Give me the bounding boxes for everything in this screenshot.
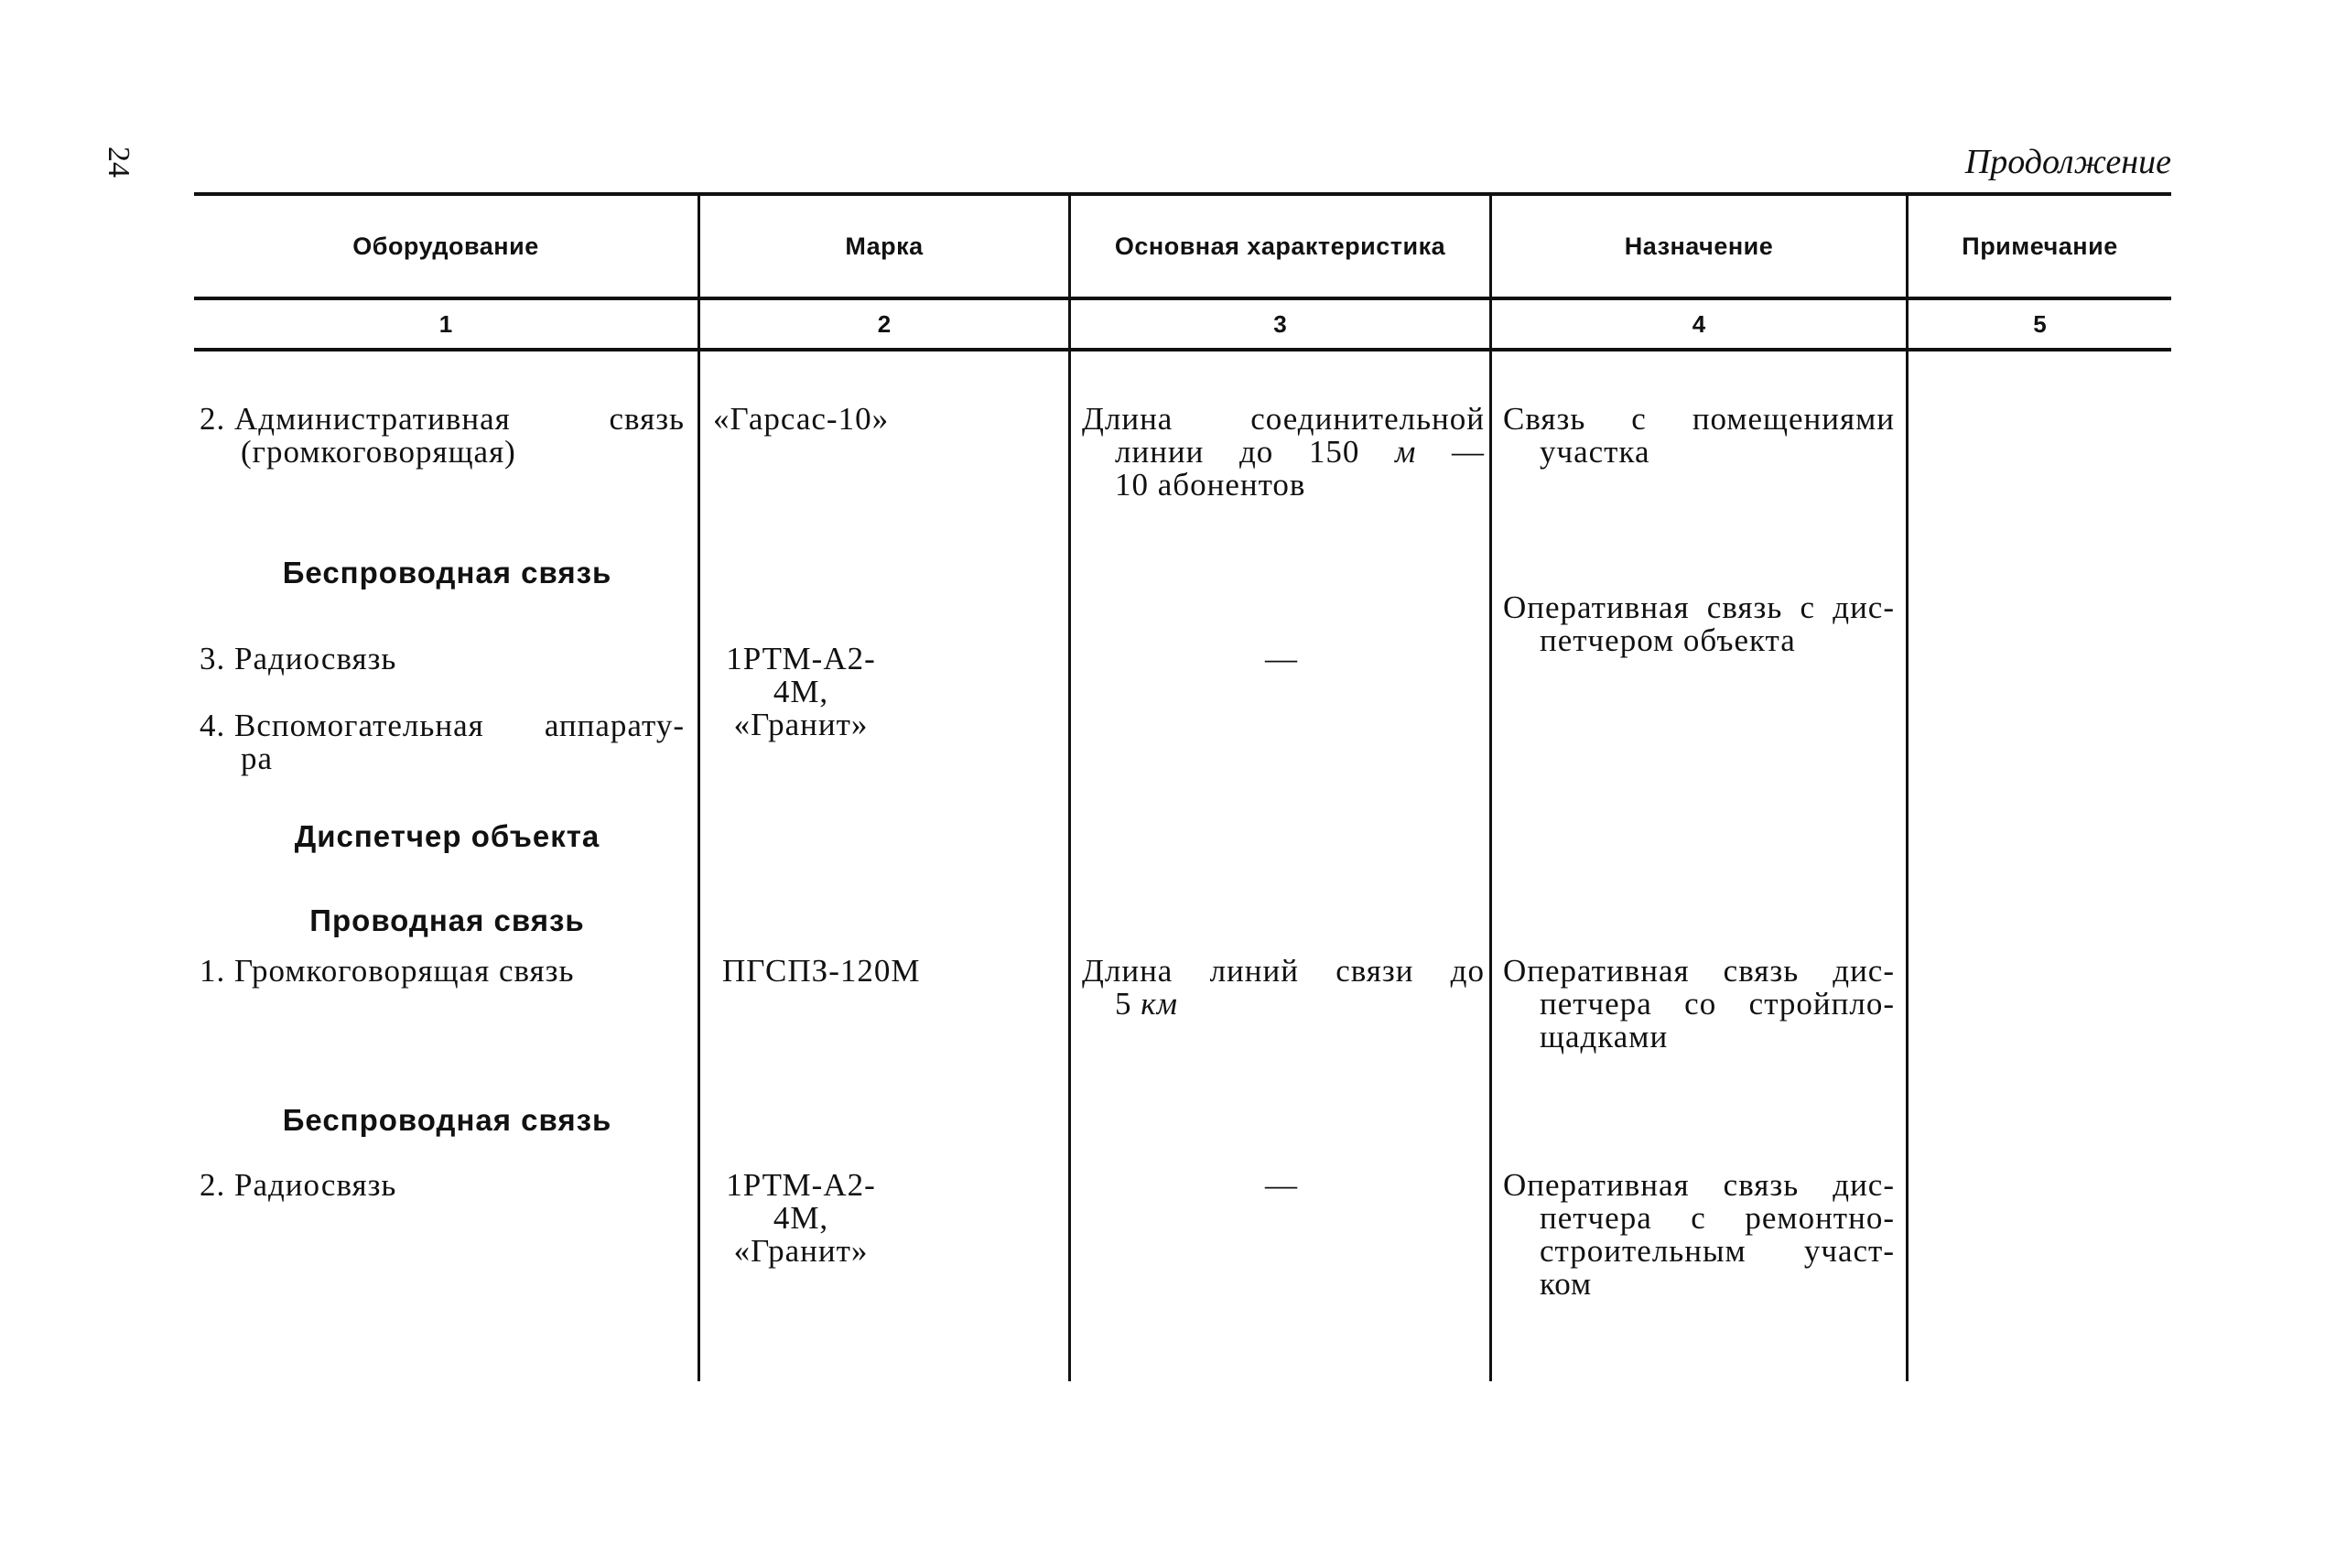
section-wired: Проводная связь [309, 903, 585, 937]
characteristic-loudspeaker: Длина линий связи до 5 км [1082, 953, 1485, 1022]
column-note [1909, 351, 2171, 1381]
column-number-3: 3 [1071, 300, 1492, 348]
mark-loudspeaker: ПГСПЗ-120М [722, 953, 921, 989]
column-number-1: 1 [194, 300, 700, 348]
characteristic-admin: Длина соединительной линии до 150 м — 10 абонентов [1082, 401, 1486, 503]
equipment-radio-2: 2. Радиосвязь [200, 1167, 397, 1203]
table-body [194, 351, 2171, 1381]
equipment-admin: 2. Административная связь (громкоговорящая) [200, 401, 685, 470]
mark-admin: «Гарсас-10» [713, 401, 890, 437]
equipment-radio-1: 3. Радиосвязь [200, 641, 397, 676]
header-purpose: Назначение [1492, 196, 1909, 297]
column-number-4: 4 [1492, 300, 1909, 348]
column-characteristic [1071, 351, 1492, 1381]
continued-label: Продолжение [1964, 143, 2171, 181]
purpose-admin: Связь с помещениями участка [1503, 401, 1895, 470]
section-wireless-1: Беспроводная связь [282, 556, 612, 589]
equipment-loudspeaker: 1. Громкоговорящая связь [200, 953, 575, 989]
characteristic-radio-1: — [1265, 641, 1298, 676]
table-header-row [194, 196, 2171, 297]
header-mark: Марка [700, 196, 1071, 297]
header-equipment: Оборудование [194, 196, 700, 297]
header-note: Примечание [1962, 232, 2118, 260]
section-wireless-2: Беспроводная связь [282, 1103, 612, 1137]
purpose-radio-1: Оперативная связь с дис- петчером объекта [1503, 589, 1895, 658]
purpose-radio-2: Оперативная связь дис- петчера с ремонтно- строительным участ- ком [1503, 1167, 1895, 1302]
characteristic-radio-2: — [1265, 1167, 1298, 1203]
column-number-2: 2 [700, 300, 1071, 348]
equipment-table [194, 192, 2171, 1381]
column-mark [700, 351, 1071, 1381]
header-characteristic: Основная характеристика [1071, 196, 1492, 297]
column-purpose [1492, 351, 1909, 1381]
section-dispatcher: Диспетчер объекта [294, 819, 600, 853]
column-equipment [194, 351, 700, 1381]
column-number-row [194, 300, 2171, 348]
mark-radio-1: 1РТМ-А2-4М, «Гранит» [726, 641, 876, 742]
equipment-aux: 4. Вспомогательная аппарату- ра [200, 708, 685, 776]
column-number-5: 5 [2033, 309, 2047, 338]
page-number: 24 [102, 146, 135, 178]
mark-radio-2: 1РТМ-А2-4М, «Гранит» [726, 1167, 876, 1269]
purpose-loudspeaker: Оперативная связь дис- петчера со стройпло- щадками [1503, 953, 1895, 1054]
